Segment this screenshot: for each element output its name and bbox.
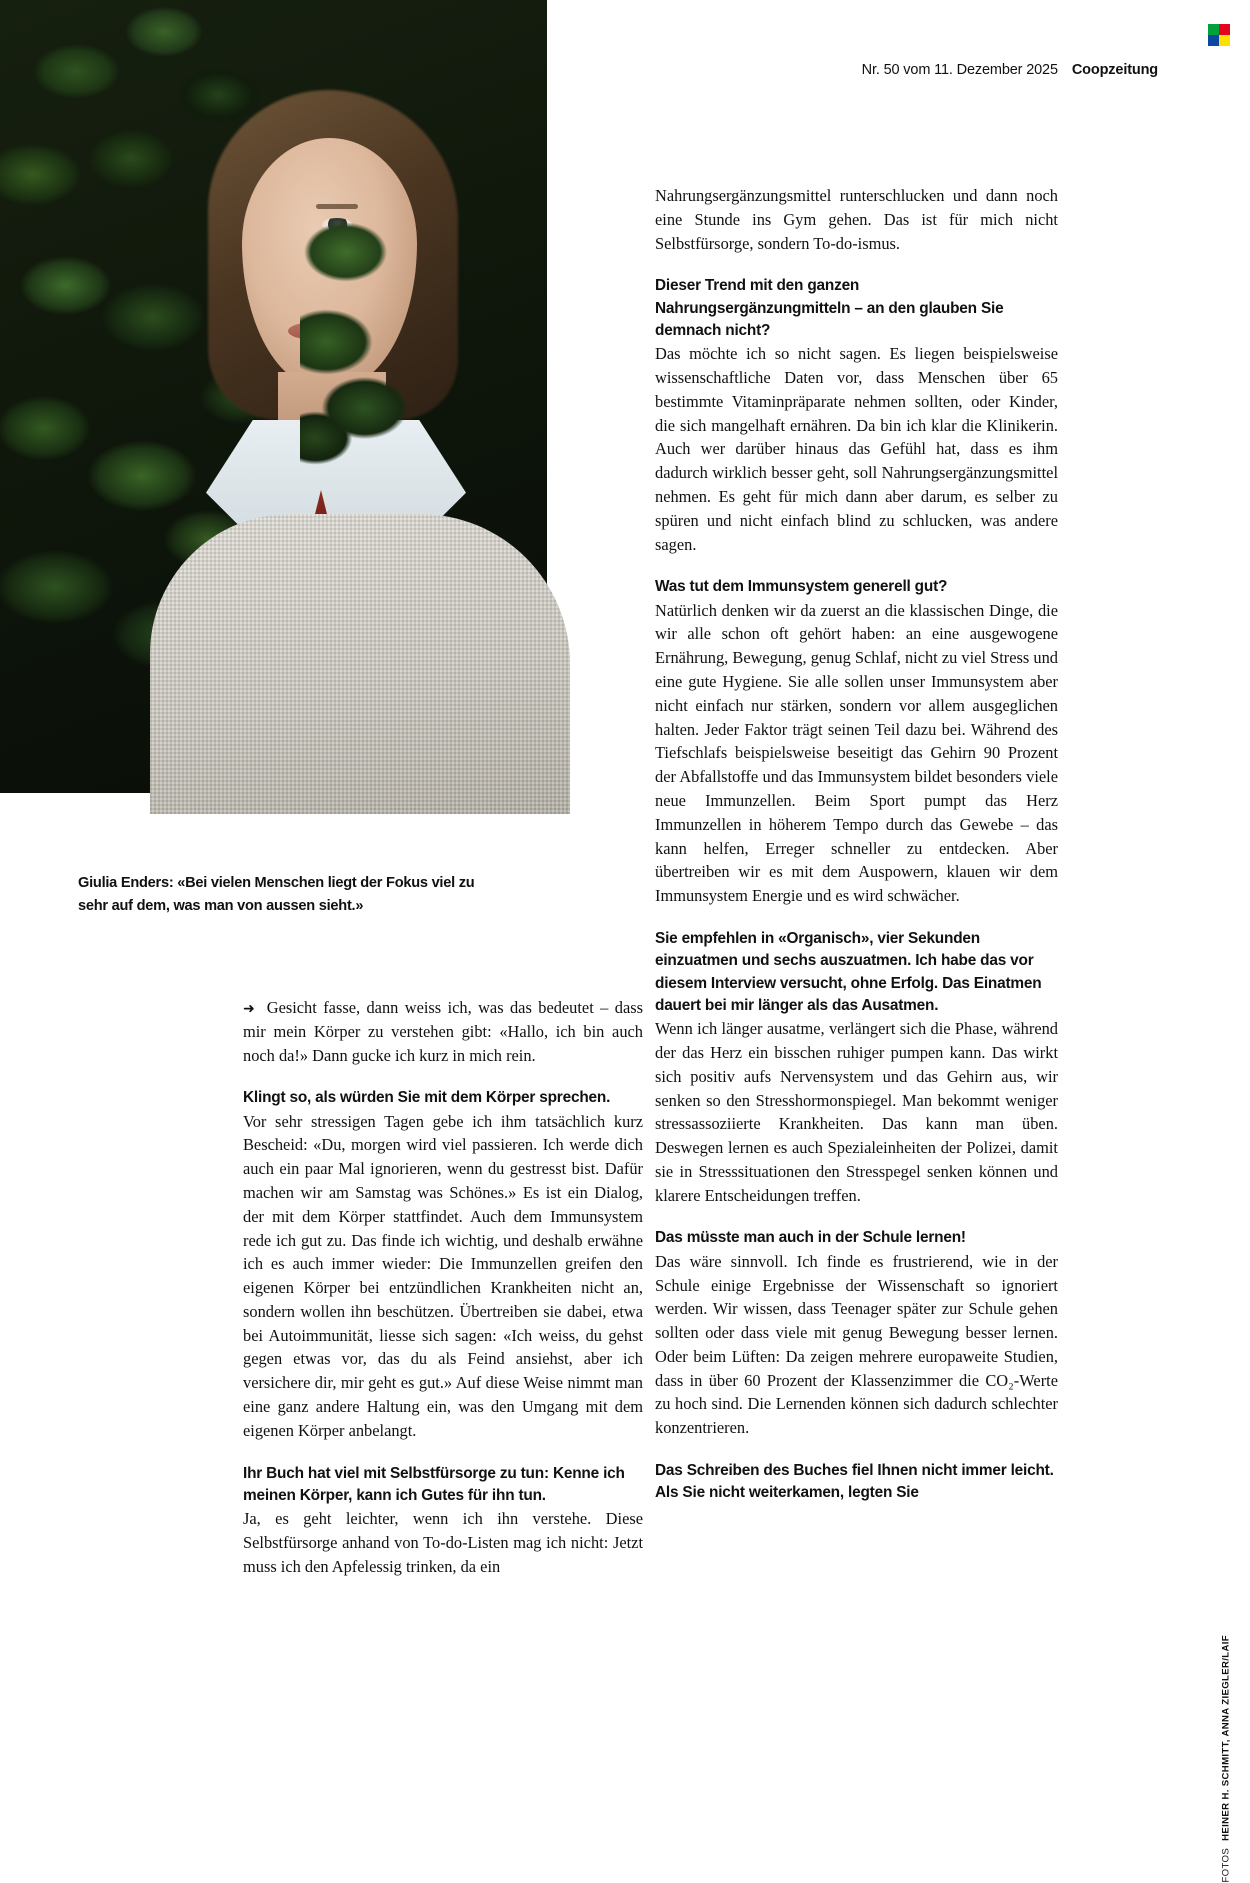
- knit-sweater: [150, 514, 570, 814]
- logo-tile-blue: [1208, 35, 1219, 46]
- interview-answer: Wenn ich länger ausatme, verlängert sich die Phase, während der das Herz ein bisschen ruhiger pumpen kann. Das wirkt sich positiv aufs Nervensystem und das Gehirn aus, wir senken so den Stresshormonspiegel. Man bekommt weniger stressassoziierte Krankheiten. Das kann man üben. Deswegen lernen es auch Spezialeinheiten der Polizei, damit sie in Stresssituationen den Stresspegel senken können und klarere Entscheidungen treffen.: [655, 1019, 1058, 1205]
- publication-title: Coopzeitung: [1071, 62, 1158, 78]
- continuation-paragraph: Nahrungsergänzungsmittel runterschlucken und dann noch eine Stunde ins Gym gehen. Das ist für mich nicht Selbstfürsorge, sondern To-do-ismus.: [655, 186, 1058, 253]
- logo-tile-red: [1219, 24, 1230, 35]
- interview-answer: Ja, es geht leichter, wenn ich ihn verstehe. Diese Selbstfürsorge anhand von To-do-Listen mag ich nicht: Jetzt muss ich den Apfelessig trinken, da ein: [243, 1509, 643, 1576]
- foreground-leaves: [300, 210, 490, 510]
- hero-photo: [0, 0, 547, 793]
- running-head: [862, 62, 1158, 78]
- coop-logo-icon: [1208, 24, 1230, 46]
- photo-credit-names: HEINER H. SCHMITT, ANNA ZIEGLER/LAIF: [1221, 1635, 1232, 1841]
- qa-block: [655, 275, 1058, 556]
- interview-answer: Vor sehr stressigen Tagen gebe ich ihm tatsächlich kurz Bescheid: «Du, morgen wird viel passieren. Ich werde dich auch ein paar Mal ignorieren, wenn du gestresst bist. Dafür machen wir am Samstag was Schönes.» Es ist ein Dialog, der mit dem Körper stattfindet. Auch dem Immunsystem rede ich gut zu. Das finde ich wichtig, und deshalb erwähne ich es auch immer wieder: Die Immunzellen greifen den eigenen Körper bei entzündlichen Krankheiten nicht an, sondern wollen ihn beschützen. Übertreiben sie dabei, etwa bei Autoimmunität, liesse sich sagen: «Ich weiss, du gehst gegen etwas vor, das du als Feind ansiehst, aber ich versichere dir, mir geht es gut.» Auf diese Weise nimmt man eine ganz andere Haltung ein, was den Umgang mit dem eigenen Körper anbelangt.: [243, 1111, 643, 1440]
- photo-caption: Giulia Enders: «Bei vielen Menschen liegt der Fokus viel zu sehr auf dem, was man von aussen sieht.»: [78, 875, 475, 915]
- qa-block: [655, 1460, 1058, 1505]
- qa-block: [243, 1087, 643, 1442]
- issue-line: Nr. 50 vom 11. Dezember 2025: [861, 62, 1058, 78]
- photo-credit-label: FOTOS: [1221, 1847, 1232, 1883]
- interview-question: Dieser Trend mit den ganzen Nahrungsergänzungmitteln – an den glauben Sie demnach nicht?: [655, 277, 1004, 339]
- interview-question: Das Schreiben des Buches fiel Ihnen nicht immer leicht. Als Sie nicht weiterkamen, legten Sie: [655, 1461, 1054, 1502]
- text-column-right: [655, 184, 1058, 1505]
- qa-block: [655, 576, 1058, 907]
- qa-block: [243, 1463, 643, 1579]
- continuation-paragraph: [243, 996, 643, 1067]
- portrait-subject: [170, 90, 550, 793]
- logo-tile-green: [1208, 24, 1219, 35]
- photo-credit: [1221, 1635, 1232, 1883]
- text-column-left: [243, 996, 643, 1579]
- interview-answer: Natürlich denken wir da zuerst an die klassischen Dinge, die wir alle schon oft gehört haben: an eine ausgewogene Ernährung, Bewegung, genug Schlaf, nicht zu viel Stress und eine gute Hygiene. Sie alle sollen unser Immunsystem aber nicht einfach nur stärken, sondern vor allem ausgeglichen halten. Jeder Faktor trägt seinen Teil dazu bei. Während des Tiefschlafs beispielsweise beseitigt das Gehirn 90 Prozent der Abfallstoffe und das Immunsystem bildet besonders viele neue Immunzellen. Beim Sport pumpt das Herz Immunzellen in höherem Tempo durch das Gewebe – das kann helfen, Erreger schneller zu entdecken. Aber übertreiben wir es mit dem Auspowern, klauen wir dem Immunsystem Energie und es wird schwächer.: [655, 600, 1058, 906]
- interview-question: Das müsste man auch in der Schule lernen!: [655, 1229, 966, 1247]
- logo-tile-yellow: [1219, 35, 1230, 46]
- eyebrow: [316, 204, 358, 209]
- interview-question: Sie empfehlen in «Organisch», vier Sekunden einzuatmen und sechs auszuatmen. Ich habe das vor diesem Interview versucht, ohne Erfolg. Das Einatmen dauert bei mir länger als das Ausatmen.: [655, 929, 1042, 1014]
- interview-question: Ihr Buch hat viel mit Selbstfürsorge zu tun: Kenne ich meinen Körper, kann ich Gutes für ihn tun.: [243, 1464, 625, 1504]
- interview-question: Was tut dem Immunsystem generell gut?: [655, 578, 948, 596]
- continuation-arrow-icon: ➜: [243, 1000, 255, 1016]
- interview-answer: Das möchte ich so nicht sagen. Es liegen beispielsweise wissenschaftliche Daten vor, dass Menschen über 65 bestimmte Vitaminpräparate nehmen sollten, oder Kinder, die sich mangelhaft ernähren. Da bin ich klar die Klinikerin. Auch wer darüber hinaus das Gefühl hat, dass es ihm dadurch wirklich besser geht, soll Nahrungsergänzungsmittel nehmen. Es geht für mich dann aber darum, es selber zu spüren und nicht einfach blind zu schlucken, was andere sagen.: [655, 344, 1058, 554]
- qa-block: [655, 1227, 1058, 1440]
- continuation-text: Gesicht fasse, dann weiss ich, was das bedeutet – dass mir mein Körper zu verstehen gibt: «Hallo, ich bin auch noch da!» Dann gucke ich kurz in mich rein.: [243, 998, 643, 1065]
- interview-question: Klingt so, als würden Sie mit dem Körper sprechen.: [243, 1089, 611, 1107]
- qa-block: [655, 928, 1058, 1208]
- interview-answer: Das wäre sinnvoll. Ich finde es frustrierend, wie in der Schule einige Ergebnisse der Wissenschaft so ignoriert werden. Wir wissen, dass Teenager später zur Schule gehen sollten oder dass viele mit genug Bewegung besser lernen. Oder beim Lüften: Da zeigen mehrere europaweite Studien, dass in über 60 Prozent der Klassenzimmer die CO₂-Werte zu hoch sind. Die Lernenden können sich dadurch schlechter konzentrieren.: [655, 1251, 1058, 1438]
